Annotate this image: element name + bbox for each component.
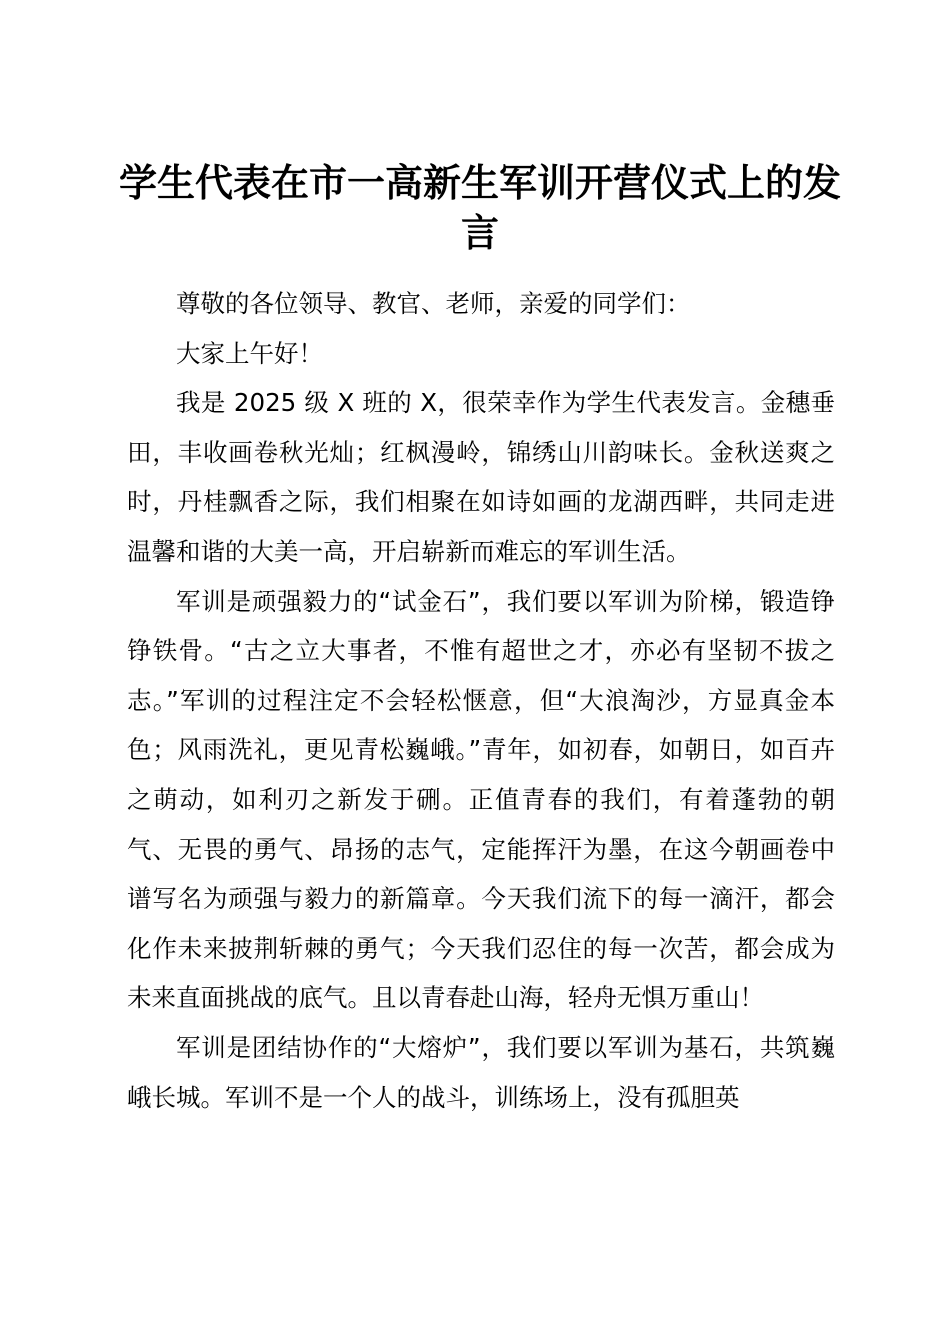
introduction-paragraph: 我是 2025 级 X 班的 X，很荣幸作为学生代表发言。金穗垂田，丰收画卷秋光灿；红枫漫岭，锦绣山川韵味长。金秋送爽之时，丹桂飘香之际，我们相聚在如诗如画的龙湖西畔，共同走进温馨和谐的大美一高，开启崭新而难忘的军训生活。 <box>127 388 835 566</box>
document-title: 学生代表在市一高新生军训开营仪式上的发言 <box>118 160 841 255</box>
document-body <box>127 279 835 1122</box>
body-paragraph-teamwork: 军训是团结协作的“大熔炉”，我们要以军训为基石，共筑巍峨长城。军训不是一个人的战斗，训练场上，没有孤胆英 <box>127 1032 835 1112</box>
greeting-paragraph: 大家上午好！ <box>176 338 323 368</box>
body-paragraph-perseverance: 军训是顽强毅力的“试金石”，我们要以军训为阶梯，锻造铮铮铁骨。“古之立大事者，不惟有超世之才，亦必有坚韧不拔之志。”军训的过程注定不会轻松惬意，但“大浪淘沙，方显真金本色；风雨洗礼，更见青松巍峨。”青年，如初春，如朝日，如百卉之萌动，如利刃之新发于硎。正值青春的我们，有着蓬勃的朝气、无畏的勇气、昂扬的志气，定能挥汗为墨，在这今朝画卷中谱写名为顽强与毅力的新篇章。今天我们流下的每一滴汗，都会化作未来披荆斩棘的勇气；今天我们忍住的每一次苦，都会成为未来直面挑战的底气。且以青春赴山海，轻舟无惧万重山！ <box>127 586 835 1013</box>
salutation-paragraph: 尊敬的各位领导、教官、老师，亲爱的同学们： <box>176 289 691 318</box>
